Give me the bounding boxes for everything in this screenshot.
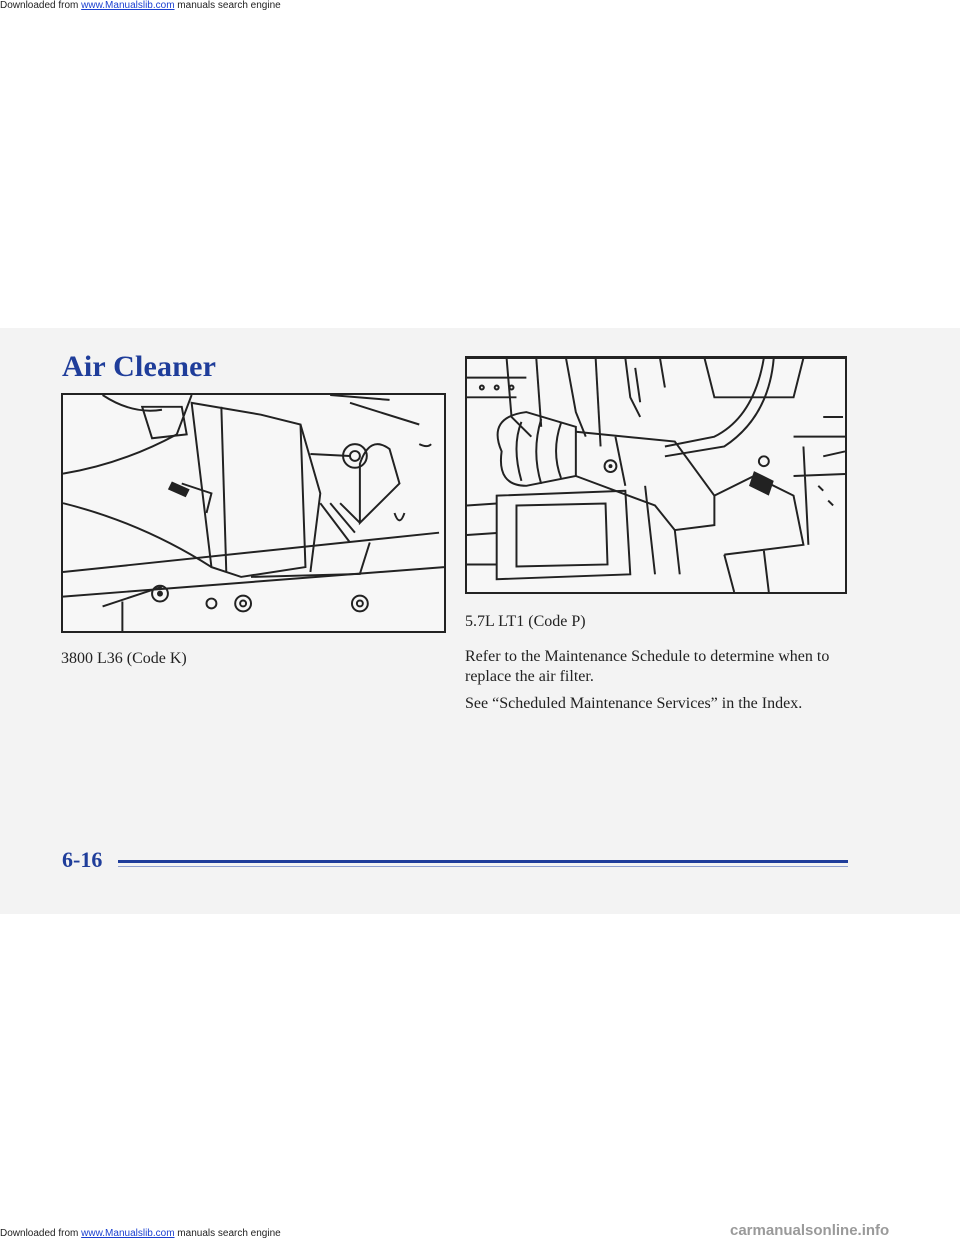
- manualslib-link[interactable]: www.Manualslib.com: [81, 0, 175, 11]
- engine-line-drawing-right: [467, 358, 845, 592]
- download-header: Downloaded from www.Manualslib.com manuals search engine: [0, 0, 281, 11]
- carmanualsonline-watermark: carmanualsonline.info: [730, 1222, 890, 1239]
- page-footer-rule: [118, 860, 848, 863]
- index-reference-paragraph: See “Scheduled Maintenance Services” in the Index.: [465, 695, 803, 712]
- page-title: Air Cleaner: [62, 350, 217, 383]
- air-cleaner-illustration-lt1: [465, 356, 847, 594]
- figure-caption-3800: 3800 L36 (Code K): [61, 650, 187, 667]
- maintenance-schedule-paragraph: Refer to the Maintenance Schedule to determine when to replace the air filter.: [465, 648, 830, 685]
- engine-line-drawing-left: [63, 395, 444, 631]
- download-footer: Downloaded from www.Manualslib.com manuals search engine: [0, 1228, 281, 1239]
- page-footer-rule-thin: [118, 866, 848, 867]
- page-number: 6-16: [62, 847, 103, 872]
- manualslib-footer-link[interactable]: www.Manualslib.com: [81, 1228, 175, 1239]
- air-cleaner-illustration-3800: [61, 393, 446, 633]
- figure-caption-lt1: 5.7L LT1 (Code P): [465, 613, 586, 630]
